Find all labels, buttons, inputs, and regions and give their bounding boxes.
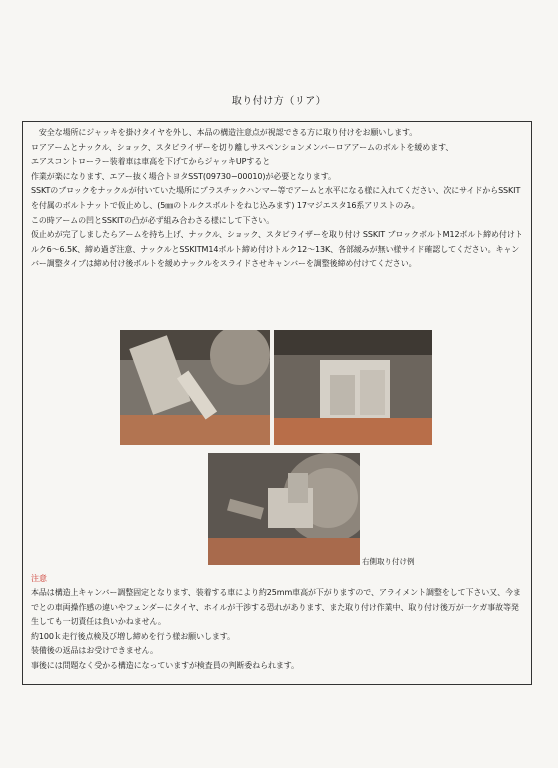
- page-title: 取り付け方（リア）: [231, 96, 327, 107]
- instructions-text: [31, 126, 526, 272]
- notes-heading: 注意: [31, 574, 47, 583]
- instruction-paragraph: 仮止めが完了しましたらアームを持ち上げ、ナックル、ショック、スタビライザーを取り付け SSKIT ブロックボルトM12ボルト締め付けトルク6〜6.5K、締め過ぎ注意、ナックルとSSKITM14ボルト締め付けトルク12〜13K、各部緩みが無い様サイド確認してください。キャンバー調整タイプは締め付け後ボルトを緩めナックルをスライドさせキャンバーを調整後締め付けてください。: [31, 230, 523, 269]
- note-item: 装備後の返品はお受けできません。: [31, 646, 158, 656]
- installation-photo-right: [208, 453, 360, 565]
- instruction-paragraph: 作業が楽になります、エアー抜く場合トヨタSST(09730−00010)が必要となります。: [31, 171, 336, 181]
- note-item: 約100ｋ走行後点検及び増し締めを行う様お願いします。: [31, 631, 235, 641]
- note-item: 事後には問題なく受かる構造になっていますが検査員の判断委ねられます。: [31, 660, 299, 670]
- notes-text: [31, 586, 526, 674]
- note-item: 本品は構造上キャンバー調整固定となります、装着する車により約25mm車高が下がりますので、アライメント調整をして下さい又、今までとの車両操作感の違いやフェンダーにタイヤ、ホイルが干渉する恐れがあります、また取り付け作業中、取り付け後万が一ケガ事故等発生しても一切責任は負いかねません。: [31, 588, 521, 627]
- suspension-photo-illustration: [120, 330, 432, 445]
- installation-photo-pair: [120, 330, 432, 445]
- suspension-detail-illustration: [208, 453, 360, 565]
- instruction-paragraph: この時アームの凹とSSKITの凸が必ず組み合わさる様にして下さい。: [31, 215, 275, 225]
- instruction-paragraph: ロアアームとナックル、ショック、スタビライザーを切り離しサスペンションメンバーロアアームのボルトを緩めます、: [31, 142, 454, 152]
- instruction-paragraph: 安全な場所にジャッキを掛けタイヤを外し、本品の構造注意点が視認できる方に取り付けをお願いします。: [31, 128, 418, 137]
- photo-caption: 右側取り付け例: [362, 557, 415, 566]
- instruction-paragraph: SSKTのブロックをナックルが付いていた場所にプラスチックハンマー等でアームと水平になる様に入れてください、次にサイドからSSKITを付属のボルトナットで仮止めし、(5㎜のトルクスボルトをねじ込みます) 17マジエスタ16系アリストのみ。: [31, 186, 521, 210]
- instruction-paragraph: エアスコントローラー装着車は車高を下げてからジャッキUPすると: [31, 157, 271, 167]
